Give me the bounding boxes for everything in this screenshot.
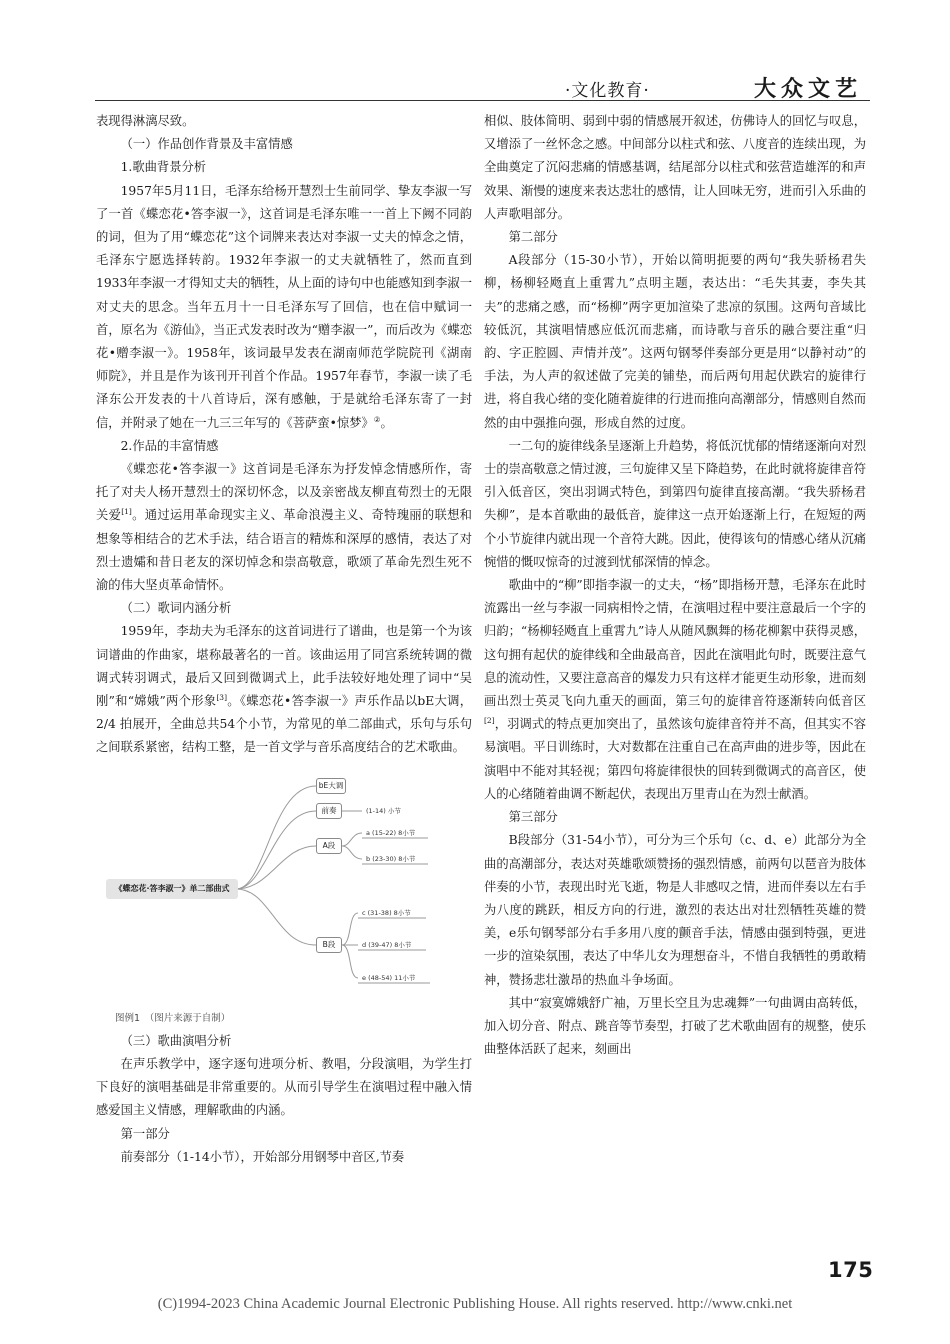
connector-a-a xyxy=(342,833,362,846)
page-number: 175 xyxy=(828,1258,874,1282)
connector-b-c xyxy=(342,913,358,945)
key-node: bE大调 xyxy=(316,778,346,794)
prelude-range: (1-14) 小节 xyxy=(366,806,401,815)
connector-b-e xyxy=(342,945,358,978)
footnote-ref[interactable]: ② xyxy=(373,414,381,424)
phrase-d: d (39-47) 8小节 xyxy=(362,940,412,949)
section-heading: （三）歌曲演唱分析 xyxy=(120,1033,232,1048)
connector-a-b xyxy=(342,846,362,859)
subsection-heading: 第二部分 xyxy=(508,230,558,245)
phrase-e: e (48-54) 11小节 xyxy=(362,973,416,982)
footnote-ref[interactable]: [1] xyxy=(121,507,132,517)
paragraph: 其中“寂寞嫦娥舒广袖，万里长空且为忠魂舞”一句曲调由高转低，加入切分音、附点、跳音等节奏型，打破了艺术歌曲固有的规整，使乐曲整体活跃了起来，刻画出 xyxy=(484,995,866,1057)
journal-title: 大众文艺 xyxy=(753,76,862,102)
copyright-notice: (C)1994-2023 China Academic Journal Electronic Publishing House. All rights reserved. http://www.cnki.net xyxy=(157,1296,793,1312)
subsection-heading: 第三部分 xyxy=(508,810,558,825)
section-heading: （二）歌词内涵分析 xyxy=(120,601,232,616)
connector-root-prelude xyxy=(236,811,316,889)
diagram-root: 《蝶恋花·答李淑一》单二部曲式 xyxy=(106,879,238,899)
header-rule xyxy=(95,100,870,101)
paragraph: 表现得淋漓尽致。 xyxy=(96,114,195,128)
paragraph: 1959年，李劫夫为毛泽东的这首词进行了谱曲，也是第一个为该词谱曲的作曲家，堪称最著名的一首。该曲运用了同宫系统转调的微调式转羽调式，最后又回到微调式上，此手法较好地处理了词中“吴刚”和“嫦娥”两个形象[3]。《蝶恋花•答李淑一》声乐作品以bE大调，2/4 拍展开，全曲总共54个小节，为常见的单二部曲式，乐句与乐句之间联系紧密，结构工整，是一首文学与音乐高度结合的艺术歌曲。 xyxy=(96,624,472,755)
phrase-b: b (23-30) 8小节 xyxy=(366,854,416,863)
footnote-ref[interactable]: [2] xyxy=(484,716,495,726)
paragraph: 前奏部分（1-14小节），开始部分用钢琴中音区,节奏 xyxy=(120,1149,405,1164)
section-heading: （一）作品创作背景及丰富情感 xyxy=(120,137,293,152)
subsection-heading: 2.作品的丰富情感 xyxy=(120,438,219,453)
paragraph: 《蝶恋花•答李淑一》这首词是毛泽东为抒发悼念情感所作，寄托了对夫人杨开慧烈士的深切怀念，以及亲密战友柳直荀烈士的无限关爱[1]。通过运用革命现实主义、革命浪漫主义、奇特瑰丽的联想和想象等相结合的艺术手法，结合语言的精炼和深厚的感情，表达了对烈士遗孀和昔日老友的深切悼念和崇高敬意，歌颂了革命先烈生死不渝的伟大坚贞革命情怀。 xyxy=(96,462,472,593)
prelude-node: 前奏 xyxy=(316,803,342,819)
connector-root-key xyxy=(236,786,316,889)
page-header xyxy=(95,72,870,102)
subsection-heading: 第一部分 xyxy=(120,1126,170,1141)
paragraph: B段部分（31-54小节），可分为三个乐句（c、d、e）此部分为全曲的高潮部分，表达对英雄歌颂赞扬的强烈情感，前两句以琶音为肢体伴奏的小节，表现出时光飞逝，物是人非感叹之情，进而伴奏以左右手为八度的跳跃，相反方向的行进，激烈的表达出对壮烈牺牲英雄的赞美，e乐句钢琴部分右手多用八度的颤音手法，情感由强到特强，更进一步的渲染氛围，表达了中华儿女为理想奋斗，不惜自我牺牲的勇敢精神，赞扬悲壮激昂的热血斗争场面。 xyxy=(484,833,866,987)
right-column xyxy=(484,110,866,1061)
section-a-node: A段 xyxy=(316,838,342,854)
section-label: ·文化教育· xyxy=(565,81,650,101)
paragraph: 相似、肢体简明、弱到中弱的情感展开叙述，仿佛诗人的回忆与叹息，又增添了一丝怀念之感。中间部分以柱式和弦、八度音的连续出现，为全曲奠定了沉闷悲痛的情感基调，结尾部分以柱式和弦营造雄浑的和声效果、渐慢的速度来表达悲壮的感情，让人回味无穷，进而引入乐曲的人声歌唱部分。 xyxy=(484,114,866,221)
subsection-heading: 1.歌曲背景分析 xyxy=(120,160,207,175)
paragraph: A段部分（15-30小节），开始以简明扼要的两句“我失骄杨君失柳，杨柳轻飏直上重霄九”点明主题，表达出：“毛失其妻，李失其夫”的悲痛之感，而“杨柳”两字更加渲染了悲凉的氛围。这两句音域比较低沉，其演唱情感应低沉而悲痛，而诗歌与音乐的融合要注重“归韵、字正腔圆、声情并茂”。这两句钢琴伴奏部分更是用“以静衬动”的手法，为人声的叙述做了完美的铺垫，而后两句用起伏跌宕的旋律行进，将自我心绪的变化随着旋律的行进而推向高潮部分，情感则自然而然的由中强推向强，形成自然的过度。 xyxy=(484,253,866,430)
connector-root-b xyxy=(236,889,316,945)
section-b-node: B段 xyxy=(316,937,342,953)
paragraph: 在声乐教学中，逐字逐句进项分析、教唱，分段演唱，为学生打下良好的演唱基础是非常重要的。从而引导学生在演唱过程中融入情感爱国主义情感，理解歌曲的内涵。 xyxy=(96,1056,472,1118)
form-structure-diagram xyxy=(96,768,472,1004)
phrase-a: a (15-22) 8小节 xyxy=(366,828,416,837)
paragraph: 1957年5月11日，毛泽东给杨开慧烈士生前同学、挚友李淑一写了一首《蝶恋花•答李淑一》，这首词是毛泽东唯一一首上下阙不同韵的词，但为了用“蝶恋花”这个词牌来表达对李淑一丈夫的悼念之情，毛泽东宁愿选择转韵。1932年李淑一的丈夫就牺牲了，然而直到1933年李淑一才得知丈夫的牺牲，从上面的诗句中也能感知到李淑一对丈夫的思念。当年五月十一日毛泽东写了回信，也在信中赋词一首，原名为《游仙》，当正式发表时改为“赠李淑一”，而后改为《蝶恋花•赠李淑一》。1958年，该词最早发表在湖南师范学院院刊《湖南师院》，并且是作为该刊开刊首个作品。1957年春节，李淑一读了毛泽东公开发表的十八首诗后，深有感触，于是就给毛泽东寄了一封信，并附录了她在一九三三年写的《菩萨蛮•惊梦》②。 xyxy=(96,183,472,430)
figure-caption: 图例1 （图片来源于自制） xyxy=(115,1012,231,1024)
footnote-ref[interactable]: [3] xyxy=(216,692,227,702)
paragraph: 歌曲中的“柳”即指李淑一的丈夫，“杨”即指杨开慧，毛泽东在此时流露出一丝与李淑一同病相怜之情，在演唱过程中要注意最后一个字的归韵；“杨柳轻飏直上重霄九”诗人从随风飘舞的杨花柳絮中获得灵感，这句拥有起伏的旋律线和全曲最高音，因此在演唱此句时，既要注意气息的流动性，又要注意高音的爆发力只有这样才能更生动形象，进而刻画出烈士英灵飞向九重天的画面，第三句的旋律音符逐渐转向低音区[2]，羽调式的特点更加突出了，虽然该句旋律音符并不高，但其实不容易演唱。平日训练时，大对数都在注重自己在高声曲的进步等，因此在演唱中不能对其轻视；第四句将旋律很快的回转到微调式的高音区，使人的心绪随着曲调不断起伏，表现出万里青山在为烈士献酒。 xyxy=(484,578,866,801)
paragraph: 一二句的旋律线条呈逐渐上升趋势，将低沉忧郁的情绪逐渐向对烈士的崇高敬意之情过渡，三句旋律又呈下降趋势，在此时就将旋律音符引入低音区，突出羽调式特色，到第四句旋律直接高潮。“我失骄杨君失柳”，是本首歌曲的最低音，旋律这一点开始逐渐上行，在短短的两个小节旋律内就出现一个音符大跳。因此，使得该句的情感心绪从沉痛惋惜的慨叹惊奇的过渡到忧郁深情的悼念。 xyxy=(484,438,866,569)
phrase-c: c (31-38) 8小节 xyxy=(362,908,411,917)
left-column xyxy=(96,110,472,1169)
